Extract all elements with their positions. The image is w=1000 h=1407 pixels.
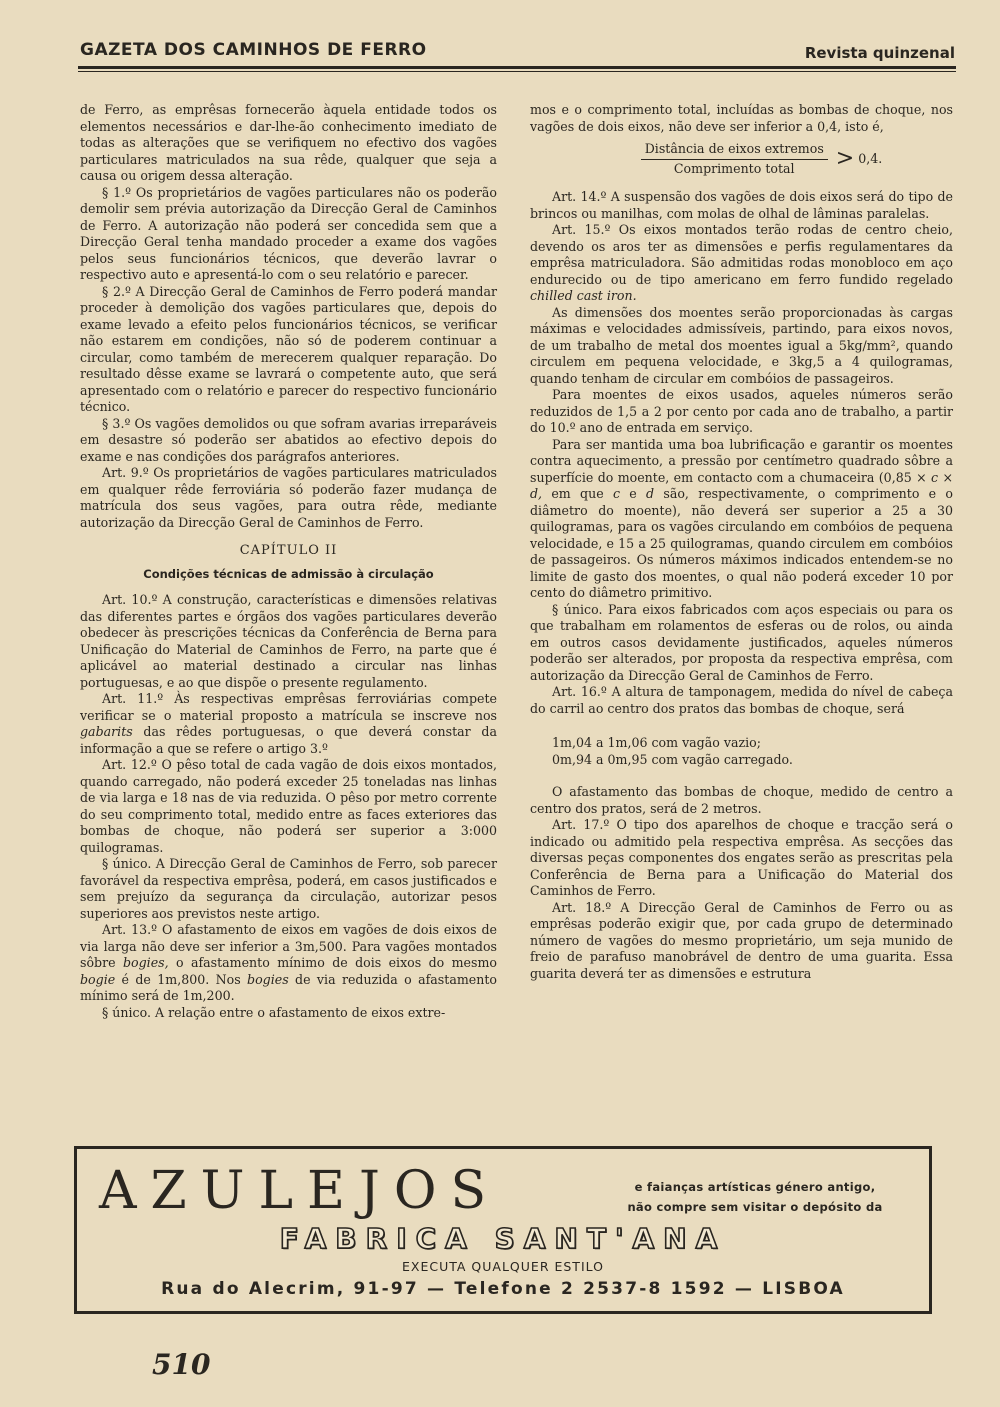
paragraph: As dimensões dos moentes serão proporcionadas às cargas máximas e velocidades admissíveis, partindo, para eixos novos, de um trabalho de metal dos moentes igual a 5kg/mm², quando circulem em pequena velocidade, e 3kg,5 a 4 quilogramas, quando tenham de circular em combóios de passageiros. — [530, 304, 953, 386]
text-run: Art. 15.º Os eixos montados terão rodas de centro cheio, devendo os aros ter as dimensões e perfis regulamentares da emprêsa matriculadora. São admitidas rodas monobloco em aço endurecido ou de tipo americano em ferro fundido regelado — [530, 222, 953, 287]
running-header-subtitle: Revista quinzenal — [804, 44, 955, 62]
advertisement-box — [74, 1146, 932, 1314]
list-item: 1m,04 a 1m,06 com vagão vazio; — [552, 735, 761, 750]
paragraph: Art. 18.º A Direcção Geral de Caminhos de Ferro ou as emprêsas poderão exigir que, por cada grupo de determinado número de vagões do mesmo proprietário, um seja munido de freio de parafuso manobrável de dentro de uma guarita. Essa guarita deverá ter as dimensões e estrutura — [530, 899, 953, 981]
left-column — [80, 102, 497, 1021]
fraction-denominator: Comprimento total — [673, 160, 795, 176]
text-run: de via reduzida o afastamento mínimo será de 1m,200. — [80, 971, 497, 1003]
paragraph — [80, 691, 497, 757]
italic-term: bogies — [247, 971, 289, 987]
paragraph: Art. 12.º O pêso total de cada vagão de dois eixos montados, quando carregado, não poderá exceder 25 toneladas nas linhas de via larga e 18 nas de via reduzida. O pêso por metro corrente do seu comprimento total, medido entre as faces exteriores das bombas de choque, não poderá ser superior a 3:000 quilogramas. — [80, 757, 497, 855]
italic-term: c — [612, 486, 620, 501]
ratio-formula — [570, 141, 953, 177]
ad-note-line: não compre sem visitar o depósito da — [627, 1200, 883, 1214]
text-run: em que — [542, 486, 613, 501]
italic-term: bogies, — [122, 955, 169, 970]
ad-company-name: FABRICA SANT'ANA — [279, 1222, 727, 1255]
italic-term: d, — [530, 486, 543, 501]
paragraph: § único. Para eixos fabricados com aços especiais ou para os que trabalham em rolamentos de esferas ou de rolos, ou ainda em outros casos devidamente justificados, aqueles números poderão ser alterados, por proposta da respectiva emprêsa, com autorização da Direcção Geral de Caminhos de Ferro. — [530, 601, 953, 683]
paragraph: § 2.º A Direcção Geral de Caminhos de Ferro poderá mandar proceder à demolição dos vagões particulares que, depois do exame levado a efeito pelos funcionários técnicos, se verificar não estarem em condições, não só de poderem continuar a circular, como também de merecerem qualquer reparação. Do resultado dêsse exame se lavrará o competente auto, que será apresentado com o relatório e parecer do respectivo funcionário técnico. — [80, 283, 497, 414]
running-header-title: GAZETA DOS CAMINHOS DE FERRO — [80, 40, 427, 60]
ad-note — [595, 1177, 915, 1217]
formula-value: 0,4. — [858, 150, 883, 166]
paragraph: § 3.º Os vagões demolidos ou que sofram avarias irreparáveis em desastre só poderão ser abatidos ao efectivo depois do exame e nas condições dos parágrafos anteriores. — [80, 415, 497, 464]
right-column — [530, 102, 953, 982]
chapter-subtitle: Condições técnicas de admissão à circulação — [143, 566, 434, 581]
text-run: Art. 13.º O afastamento de eixos em vagões de dois eixos de via larga não deve ser inferior a 3m,500. Para vagões montados sôbre — [80, 922, 497, 970]
italic-term: bogie — [80, 971, 116, 987]
ad-address: Rua do Alecrim, 91-97 — Telefone 2 2537-8 1592 — LISBOA — [161, 1279, 845, 1299]
buffer-heights-list — [530, 735, 953, 768]
paragraph: mos e o comprimento total, incluídas as bombas de choque, nos vagões de dois eixos, não deve ser inferior a 0,4, isto é, — [530, 102, 953, 134]
fraction — [641, 141, 828, 177]
text-run: são, respectivamente, o comprimento e o diâmetro do moente), não deverá ser superior a 25 a 30 quilogramas, para os vagões circulando em combóios de pequena velocidade, e 15 a 25 quilogramas, quando circulem em combóios de passageiros. Os números máximos indicados entendem-se no limite de gasto dos moentes, o qual não poderá exceder 10 por cento do diâmetro primitivo. — [530, 486, 953, 600]
paragraph: Art. 14.º A suspensão dos vagões de dois eixos será do tipo de brincos ou manilhas, com molas de olhal de lâminas paralelas. — [530, 189, 953, 221]
text-run: Para ser mantida uma boa lubrificação e garantir os moentes contra aquecimento, a pressão por centímetro quadrado sôbre a superfície do moente, em contacto com a chumaceira (0,85 × — [530, 436, 953, 485]
italic-term: c — [931, 469, 939, 485]
page-number: 510 — [152, 1348, 211, 1381]
ad-note-line: e faianças artísticas género antigo, — [634, 1180, 876, 1194]
italic-term: d — [646, 486, 655, 501]
text-run: e — [620, 486, 647, 501]
ad-tagline: EXECUTA QUALQUER ESTILO — [402, 1259, 604, 1274]
paragraph: Para moentes de eixos usados, aqueles números serão reduzidos de 1,5 a 2 por cento por cada ano de trabalho, a partir do 10.º ano de entrada em serviço. — [530, 387, 953, 435]
paragraph: O afastamento das bombas de choque, medido de centro a centro dos pratos, será de 2 metros. — [530, 784, 953, 816]
paragraph: de Ferro, as emprêsas fornecerão àquela entidade todos os elementos necessários e dar-lhe-ão conhecimento imediato de todas as alterações que se verifiquem no efectivo dos vagões particulares matriculados na sua rêde, qualquer que seja a causa ou origem dessa alteração. — [80, 102, 497, 183]
text-run: o afastamento mínimo de dois eixos do mesmo — [168, 955, 497, 970]
text-run: das rêdes portuguesas, o que deverá constar da informação a que se refere o artigo 3.º — [80, 724, 497, 756]
paragraph: § 1.º Os proprietários de vagões particulares não os poderão demolir sem prévia autorização da Direcção Geral de Caminhos de Ferro. A autorização não poderá ser concedida sem que a Direcção Geral tenha mandado proceder a exame dos vagões pelos seus funcionários técnicos, que deverão lavrar o respectivo auto e apresentá-lo com o seu relatório e parecer. — [80, 184, 497, 282]
list-item: 0m,94 a 0m,95 com vagão carregado. — [552, 751, 793, 767]
italic-term: chilled cast iron. — [530, 288, 637, 303]
text-run: é de 1m,800. Nos — [115, 971, 248, 987]
header-rule — [78, 66, 956, 72]
ad-headline: AZULEJOS — [99, 1161, 501, 1221]
chapter-heading: CAPÍTULO II — [239, 543, 338, 558]
paragraph — [530, 222, 953, 305]
paragraph: § único. A Direcção Geral de Caminhos de Ferro, sob parecer favorável da respectiva emprêsa, poderá, em casos justificados e sem prejuízo da segurança da circulação, autorizar pesos superiores aos previstos neste artigo. — [80, 856, 497, 921]
paragraph: Art. 16.º A altura de tamponagem, medida do nível de cabeça do carril ao centro dos pratos das bombas de choque, será — [530, 684, 953, 716]
paragraph: Art. 10.º A construção, características e dimensões relativas das diferentes partes e órgãos dos vagões particulares deverão obedecer às prescrições técnicas da Conferência de Berna para Unificação do Material de Caminhos de Ferro, na parte que é aplicável ao material destinado a circular nas linhas portuguesas, e ao que dispõe o presente regulamento. — [80, 592, 497, 690]
italic-term: gabarits — [80, 724, 133, 739]
paragraph: § único. A relação entre o afastamento de eixos extre- — [102, 1004, 446, 1020]
paragraph: Art. 9.º Os proprietários de vagões particulares matriculados em qualquer rêde ferroviária só poderão fazer mudança de matrícula dos seus vagões, para outra rêde, mediante autorização da Direcção Geral de Caminhos de Ferro. — [80, 465, 497, 530]
greater-than-sign: > — [835, 145, 855, 171]
fraction-numerator: Distância de eixos extremos — [641, 141, 828, 160]
text-run: × — [938, 469, 953, 485]
paragraph — [80, 922, 497, 1005]
paragraph: Art. 17.º O tipo dos aparelhos de choque e tracção será o indicado ou admitido pela respectiva emprêsa. As secções das diversas peças componentes dos engates serão as prescritas pela Conferência de Berna para a Unificação do Material dos Caminhos de Ferro. — [530, 817, 953, 898]
paragraph — [530, 437, 953, 602]
text-run: Art. 11.º Às respectivas emprêsas ferroviárias compete verificar se o material proposto a matrícula se inscreve nos — [80, 691, 497, 723]
